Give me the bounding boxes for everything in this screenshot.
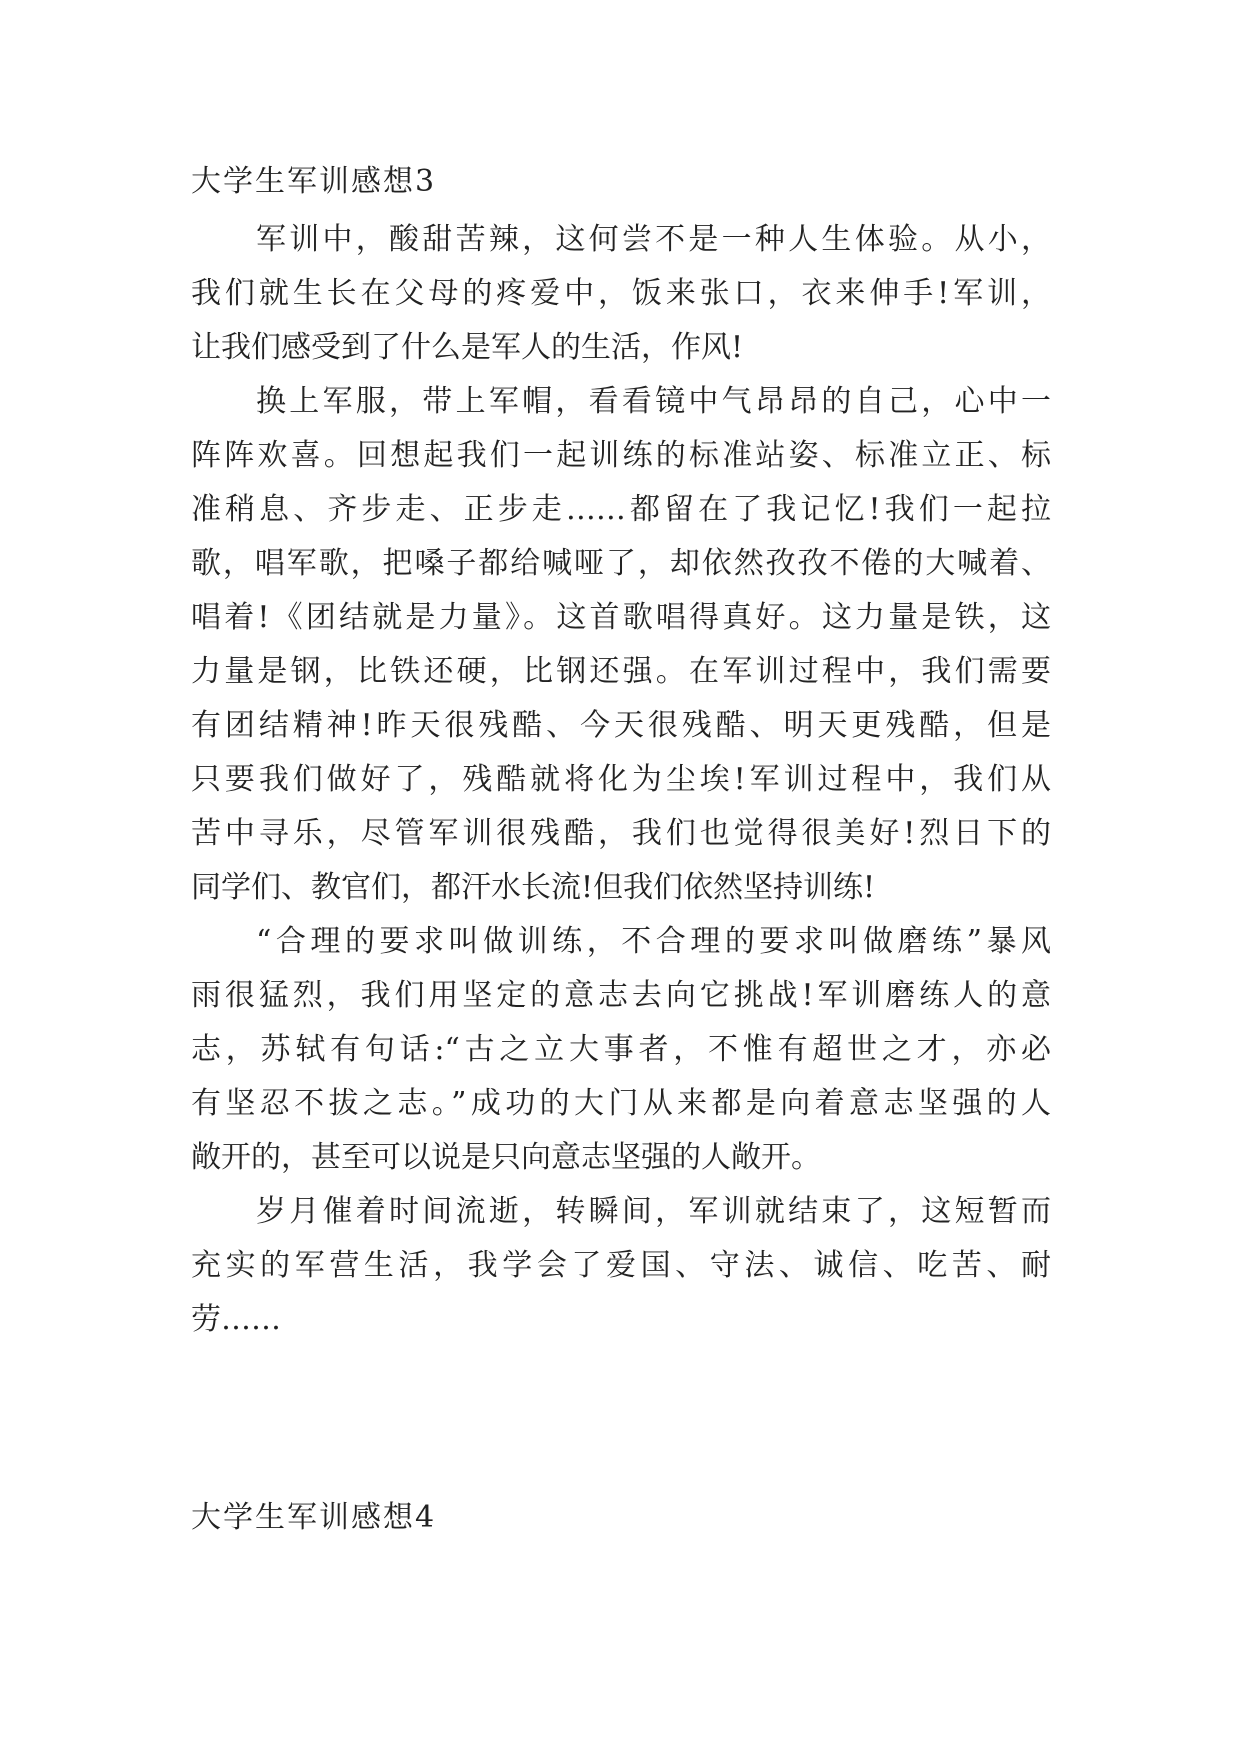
paragraph-line: 有坚忍不拔之志。”成功的大门从来都是向着意志坚强的人	[191, 1086, 1051, 1121]
paragraph-line: 我们就生长在父母的疼爱中，饭来张口，衣来伸手!军训，	[191, 276, 1051, 311]
paragraph-line: “合理的要求叫做训练，不合理的要求叫做磨练”暴风	[256, 924, 1051, 959]
paragraph-line: 让我们感受到了什么是军人的生活，作风!	[191, 330, 744, 365]
section-title: 大学生军训感想3	[191, 164, 437, 199]
paragraph-line: 雨很猛烈，我们用坚定的意志去向它挑战!军训磨练人的意	[191, 978, 1051, 1013]
paragraph-line: 唱着!《团结就是力量》。这首歌唱得真好。这力量是铁，这	[191, 600, 1051, 635]
paragraph-line: 换上军服，带上军帽，看看镜中气昂昂的自己，心中一	[256, 384, 1051, 419]
paragraph-line: 志，苏轼有句话:“古之立大事者，不惟有超世之才，亦必	[191, 1032, 1051, 1067]
paragraph-line: 同学们、教官们，都汗水长流!但我们依然坚持训练!	[191, 870, 876, 905]
paragraph-line: 准稍息、齐步走、正步走……都留在了我记忆!我们一起拉	[191, 492, 1051, 527]
paragraph-line: 劳……	[191, 1302, 281, 1337]
paragraph-line: 有团结精神!昨天很残酷、今天很残酷、明天更残酷，但是	[191, 708, 1051, 743]
paragraph-line: 充实的军营生活，我学会了爱国、守法、诚信、吃苦、耐	[191, 1248, 1051, 1283]
paragraph-line: 苦中寻乐，尽管军训很残酷，我们也觉得很美好!烈日下的	[191, 816, 1051, 851]
paragraph-line: 岁月催着时间流逝，转瞬间，军训就结束了，这短暂而	[256, 1194, 1051, 1229]
paragraph-line: 歌，唱军歌，把嗓子都给喊哑了，却依然孜孜不倦的大喊着、	[191, 546, 1051, 581]
paragraph-line: 阵阵欢喜。回想起我们一起训练的标准站姿、标准立正、标	[191, 438, 1051, 473]
paragraph-line: 军训中，酸甜苦辣，这何尝不是一种人生体验。从小，	[256, 222, 1051, 257]
paragraph-line: 只要我们做好了，残酷就将化为尘埃!军训过程中，我们从	[191, 762, 1051, 797]
paragraph-line: 敞开的，甚至可以说是只向意志坚强的人敞开。	[191, 1140, 821, 1175]
section-title: 大学生军训感想4	[191, 1500, 437, 1535]
paragraph-line: 力量是钢，比铁还硬，比钢还强。在军训过程中，我们需要	[191, 654, 1051, 689]
